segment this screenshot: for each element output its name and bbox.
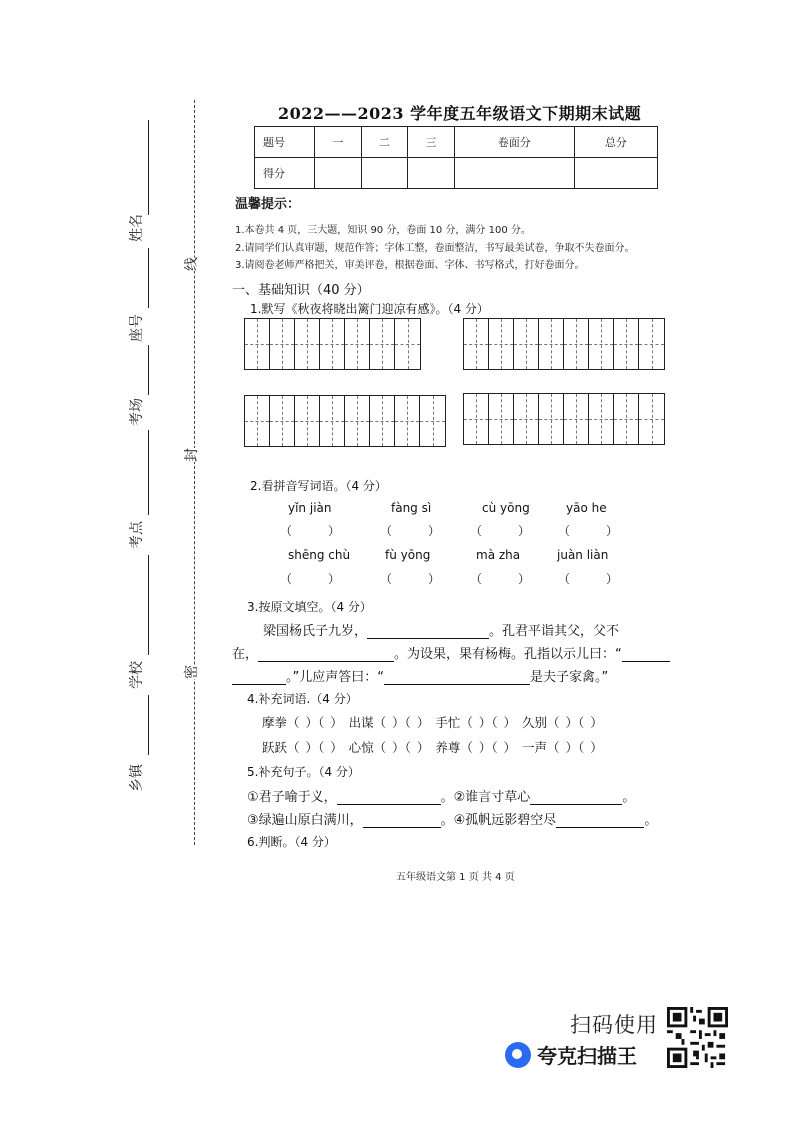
q5-line-2	[247, 809, 657, 828]
binding-town-label: 乡镇	[129, 764, 145, 792]
writing-grid-4[interactable]	[463, 393, 665, 445]
pinyin-item: cù yōng	[482, 501, 530, 515]
q3-text: 。为设果，果有杨梅。孔指以示儿曰：“	[394, 647, 622, 662]
tips-title: 温馨提示：	[235, 197, 301, 212]
q3-text: 在，	[232, 647, 259, 662]
pinyin-item: yǐn jiàn	[288, 501, 332, 515]
binding-line-3	[148, 345, 149, 395]
answer-blank[interactable]	[232, 670, 286, 685]
pinyin-item: shēng chù	[288, 548, 351, 562]
answer-blank[interactable]	[363, 813, 441, 828]
q3-line-2	[232, 643, 670, 662]
q3-line-3	[232, 666, 608, 685]
question-6: 6.判断。（4 分）	[247, 835, 336, 849]
q3-text: 。孔君平诣其父，父不	[489, 624, 620, 639]
question-2: 2.看拼音写词语。（4 分）	[250, 479, 387, 493]
qr-code-icon[interactable]	[667, 1007, 728, 1068]
writing-grid-2[interactable]	[463, 318, 665, 370]
question-3: 3.按原文填空。（4 分）	[247, 600, 372, 614]
answer-parens[interactable]: （ ）	[558, 572, 619, 586]
score-cell: 一	[315, 127, 362, 158]
q4-row-1[interactable]: 摩拳（ ）（ ） 出谋（ ）（ ） 手忙（ ）（ ） 久别（ ）（ ）	[262, 715, 603, 730]
q3-text: 是夫子家禽。”	[529, 670, 609, 685]
score-cell: 题号	[255, 127, 315, 158]
answer-parens[interactable]: （ ）	[280, 572, 341, 586]
pinyin-item: yāo he	[566, 501, 607, 515]
seal-mark-line: 线	[179, 257, 203, 271]
answer-blank[interactable]	[258, 647, 394, 662]
answer-parens[interactable]: （ ）	[380, 524, 441, 538]
writing-grid-1[interactable]	[244, 318, 421, 370]
score-cell: 得分	[255, 158, 315, 189]
question-5: 5.补充句子。（4 分）	[247, 765, 360, 779]
q5-text: ①君子喻于义，	[247, 790, 337, 805]
exam-title: 2022——2023 学年度五年级语文下期期末试题	[278, 104, 642, 123]
answer-blank[interactable]	[530, 790, 622, 805]
answer-parens[interactable]: （ ）	[558, 524, 619, 538]
score-value-row	[255, 158, 658, 189]
pinyin-item: mà zha	[476, 548, 521, 562]
brand-logo-icon	[505, 1042, 531, 1068]
binding-line-6	[148, 695, 149, 755]
seal-mark-seal: 封	[179, 448, 203, 462]
score-cell[interactable]	[454, 158, 574, 189]
writing-grid-3[interactable]	[244, 395, 446, 447]
score-cell[interactable]	[408, 158, 455, 189]
seal-dashed-line	[194, 100, 195, 845]
score-cell[interactable]	[574, 158, 657, 189]
answer-parens[interactable]: （ ）	[380, 572, 441, 586]
answer-parens[interactable]: （ ）	[280, 524, 341, 538]
section-heading: 一、基础知识（40 分）	[232, 283, 370, 298]
q5-line-1	[247, 786, 635, 805]
seal-mark-secret: 密	[179, 665, 203, 679]
score-table	[254, 126, 658, 189]
score-header-row	[255, 127, 658, 158]
q3-line-1	[263, 620, 619, 639]
binding-seat-label: 座号	[129, 314, 145, 342]
score-cell: 三	[408, 127, 455, 158]
binding-site-label: 考点	[129, 521, 145, 549]
score-cell: 二	[361, 127, 408, 158]
score-cell[interactable]	[315, 158, 362, 189]
q5-text: 。	[622, 790, 636, 805]
q3-text: 梁国杨氏子九岁，	[263, 624, 368, 639]
binding-line-2	[148, 248, 149, 308]
binding-name-label: 姓名	[129, 214, 145, 242]
scanner-brand	[505, 1040, 637, 1069]
tip-item-3: 3.请阅卷老师严格把关，审美评卷，根据卷面、字体、书写格式，打好卷面分。	[235, 260, 585, 271]
q5-text: 。④孤帆远影碧空尽	[440, 813, 557, 828]
question-4: 4.补充词语.（4 分）	[247, 692, 358, 706]
q3-text: 。”儿应声答曰：“	[286, 670, 384, 685]
binding-line-4	[148, 430, 149, 515]
pinyin-item: fàng sì	[391, 501, 432, 515]
answer-blank[interactable]	[367, 624, 489, 639]
answer-blank[interactable]	[384, 670, 530, 685]
answer-parens[interactable]: （ ）	[470, 572, 531, 586]
q4-row-2[interactable]: 跃跃（ ）（ ） 心惊（ ）（ ） 养尊（ ）（ ） 一声（ ）（ ）	[262, 740, 603, 755]
answer-blank[interactable]	[622, 647, 670, 662]
q5-text: 。②谁言寸草心	[440, 790, 531, 805]
q5-text: ③绿遍山原白满川，	[247, 813, 363, 828]
brand-name: 夸克扫描王	[537, 1044, 637, 1068]
scan-caption: 扫码使用	[570, 1013, 658, 1037]
binding-school-label: 学校	[129, 661, 145, 689]
pinyin-item: juàn liàn	[557, 548, 609, 562]
answer-blank[interactable]	[556, 813, 644, 828]
q5-text: 。	[644, 813, 658, 828]
pinyin-item: fù yōng	[385, 548, 431, 562]
binding-line-1	[148, 120, 149, 215]
score-cell[interactable]	[361, 158, 408, 189]
page-footer: 五年级语文第 1 页 共 4 页	[396, 872, 515, 883]
binding-line-5	[148, 555, 149, 655]
score-cell: 卷面分	[454, 127, 574, 158]
tip-item-2: 2.请同学们认真审题，规范作答；字体工整，卷面整洁，书写最美试卷，争取不失卷面分。	[235, 243, 635, 254]
score-cell: 总分	[574, 127, 657, 158]
answer-parens[interactable]: （ ）	[470, 524, 531, 538]
answer-blank[interactable]	[337, 790, 441, 805]
tip-item-1: 1.本卷共 4 页，三大题，知识 90 分，卷面 10 分，满分 100 分。	[235, 225, 531, 236]
binding-room-label: 考场	[129, 398, 145, 426]
question-1: 1.默写《秋夜将晓出篱门迎凉有感》。（4 分）	[250, 302, 489, 316]
